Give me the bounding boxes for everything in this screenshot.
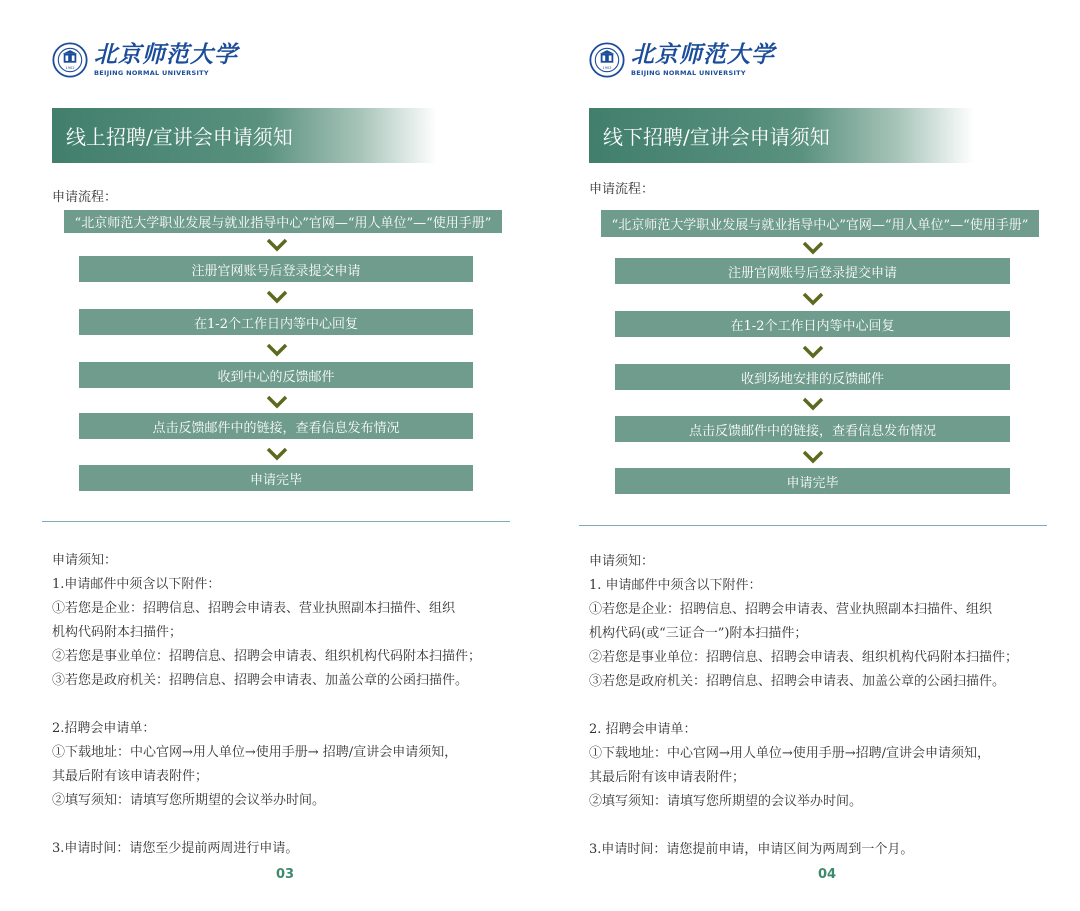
- university-seal-icon: [52, 42, 88, 78]
- chevron-down-icon: [266, 447, 288, 461]
- flow-step-6: 申请完毕: [615, 468, 1010, 494]
- notes-s1-line: ①若您是企业：招聘信息、招聘会申请表、营业执照副本扫描件、组织: [589, 602, 993, 617]
- chevron-down-icon: [802, 292, 824, 306]
- flow-step-3: 在1-2个工作日内等中心回复: [615, 311, 1010, 337]
- chevron-down-icon: [266, 238, 288, 252]
- notes-s1-line: ③若您是政府机关：招聘信息、招聘会申请表、加盖公章的公函扫描件。: [52, 673, 469, 688]
- flow-step-1: “北京师范大学职业发展与就业指导中心”官网—“用人单位”—“使用手册”: [601, 210, 1039, 237]
- page-title: 线上招聘/宣讲会申请须知: [52, 108, 437, 163]
- notes-heading: 申请须知：: [589, 554, 655, 569]
- flow-step-5: 点击反馈邮件中的链接，查看信息发布情况: [615, 416, 1010, 442]
- page-04: [537, 0, 1077, 911]
- notes-s3: 3.申请时间：请您提前申请，申请区间为两周到一个月。: [589, 842, 914, 857]
- notes-s1-line: ①若您是企业：招聘信息、招聘会申请表、营业执照副本扫描件、组织: [52, 601, 456, 616]
- notes-s2-title: 2.招聘会申请单：: [52, 721, 156, 736]
- divider: [42, 521, 510, 522]
- university-name-en: BEIJING NORMAL UNIVERSITY: [631, 69, 746, 77]
- flow-step-2: 注册官网账号后登录提交申请: [79, 256, 473, 282]
- university-seal-icon: [589, 42, 625, 78]
- chevron-down-icon: [802, 397, 824, 411]
- notes-s2-line: ①下载地址：中心官网→用人单位→使用手册→招聘/宣讲会申请须知，: [589, 746, 991, 761]
- flow-step-4: 收到场地安排的反馈邮件: [615, 364, 1010, 390]
- university-logo: [589, 42, 775, 78]
- notes-s1-line: ②若您是事业单位：招聘信息、招聘会申请表、组织机构代码附本扫描件；: [52, 649, 482, 664]
- flow-step-2: 注册官网账号后登录提交申请: [615, 258, 1010, 284]
- notes-s1-line: ②若您是事业单位：招聘信息、招聘会申请表、组织机构代码附本扫描件；: [589, 650, 1019, 665]
- seal-year: 1902: [65, 66, 75, 70]
- notes-s2-line: 其最后附有该申请表附件；: [589, 770, 746, 785]
- university-name-en: BEIJING NORMAL UNIVERSITY: [94, 69, 209, 77]
- divider: [579, 525, 1047, 526]
- chevron-down-icon: [266, 290, 288, 304]
- flow-step-4: 收到中心的反馈邮件: [79, 362, 473, 388]
- page-number: 04: [818, 867, 837, 882]
- university-logo: [52, 42, 238, 78]
- chevron-down-icon: [802, 241, 824, 255]
- university-name-cn: 北京师范大学: [94, 41, 238, 68]
- flow-step-6: 申请完毕: [79, 465, 473, 491]
- notes-s2-title: 2. 招聘会申请单：: [589, 722, 697, 737]
- notes-s2-line: 其最后附有该申请表附件；: [52, 769, 209, 784]
- flow-step-5: 点击反馈邮件中的链接，查看信息发布情况: [79, 413, 473, 439]
- flow-label: 申请流程：: [52, 190, 118, 205]
- flow-step-3: 在1-2个工作日内等中心回复: [79, 309, 473, 335]
- seal-year: 1902: [602, 66, 612, 70]
- notes-heading: 申请须知：: [52, 553, 118, 568]
- application-notes: [589, 550, 1018, 862]
- notes-s1-title: 1. 申请邮件中须含以下附件：: [589, 578, 762, 593]
- notes-s1-line: 机构代码(或“三证合一”)附本扫描件；: [589, 626, 808, 641]
- page-number: 03: [276, 867, 295, 882]
- chevron-down-icon: [802, 450, 824, 464]
- notes-s2-line: ①下载地址：中心官网→用人单位→使用手册→ 招聘/宣讲会申请须知，: [52, 745, 458, 760]
- notes-s1-line: ③若您是政府机关：招聘信息、招聘会申请表、加盖公章的公函扫描件。: [589, 674, 1006, 689]
- chevron-down-icon: [802, 345, 824, 359]
- flow-label: 申请流程：: [589, 182, 655, 197]
- notes-s3: 3.申请时间：请您至少提前两周进行申请。: [52, 841, 299, 856]
- notes-s2-line: ②填写须知：请填写您所期望的会议举办时间。: [589, 794, 863, 809]
- chevron-down-icon: [266, 343, 288, 357]
- university-name-cn: 北京师范大学: [631, 41, 775, 68]
- notes-s1-title: 1.申请邮件中须含以下附件：: [52, 577, 221, 592]
- notes-s2-line: ②填写须知：请填写您所期望的会议举办时间。: [52, 793, 326, 808]
- page-title: 线下招聘/宣讲会申请须知: [589, 108, 974, 163]
- notes-s1-line: 机构代码附本扫描件；: [52, 625, 183, 640]
- flow-step-1: “北京师范大学职业发展与就业指导中心”官网—“用人单位”—“使用手册”: [64, 210, 502, 233]
- application-notes: [52, 549, 481, 861]
- chevron-down-icon: [266, 395, 288, 409]
